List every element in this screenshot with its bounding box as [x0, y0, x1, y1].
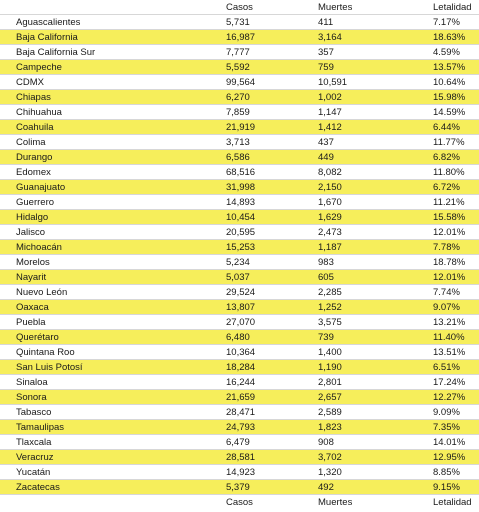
- deaths-cell: 1,190: [318, 362, 342, 373]
- rate-cell: 11.80%: [433, 167, 465, 178]
- cases-cell: 29,524: [226, 287, 256, 298]
- state-cell: San Luis Potosí: [16, 362, 83, 373]
- rate-cell: 11.40%: [433, 332, 465, 343]
- state-cell: Jalisco: [16, 227, 46, 238]
- deaths-cell: 1,629: [318, 212, 342, 223]
- cases-cell: 16,244: [226, 377, 256, 388]
- cases-cell: 7,777: [226, 47, 250, 58]
- deaths-cell: 1,252: [318, 302, 342, 313]
- cases-cell: 68,516: [226, 167, 256, 178]
- deaths-cell: 2,657: [318, 392, 342, 403]
- rate-cell: 8.85%: [433, 467, 460, 478]
- rate-cell: 13.57%: [433, 62, 466, 73]
- deaths-cell: 3,164: [318, 32, 342, 43]
- table-row: [0, 120, 479, 135]
- table-row: [0, 405, 479, 420]
- state-cell: Tamaulipas: [16, 422, 65, 433]
- cases-cell: 5,379: [226, 482, 250, 493]
- footer-cases: Casos: [226, 497, 253, 508]
- table-row: [0, 345, 479, 360]
- cases-cell: 6,586: [226, 152, 250, 163]
- table-row: [0, 285, 479, 300]
- rate-cell: 18.78%: [433, 257, 466, 268]
- table-row: [0, 480, 479, 495]
- table-row: [0, 180, 479, 195]
- cases-cell: 5,037: [226, 272, 250, 283]
- state-cell: Guanajuato: [16, 182, 66, 193]
- table-header-row: [0, 0, 479, 15]
- cases-cell: 13,807: [226, 302, 256, 313]
- rate-cell: 7.74%: [433, 287, 460, 298]
- cases-cell: 21,919: [226, 122, 256, 133]
- table-row: [0, 75, 479, 90]
- deaths-cell: 3,702: [318, 452, 342, 463]
- state-cell: Tabasco: [16, 407, 52, 418]
- deaths-cell: 2,589: [318, 407, 342, 418]
- cases-cell: 15,253: [226, 242, 256, 253]
- cases-cell: 24,793: [226, 422, 256, 433]
- rate-cell: 12.01%: [433, 227, 466, 238]
- state-cell: Nayarit: [16, 272, 47, 283]
- state-cell: Yucatán: [16, 467, 51, 478]
- table-row: [0, 330, 479, 345]
- deaths-cell: 3,575: [318, 317, 342, 328]
- deaths-cell: 2,473: [318, 227, 342, 238]
- state-cell: Edomex: [16, 167, 51, 178]
- state-cell: Morelos: [16, 257, 50, 268]
- table-row: [0, 135, 479, 150]
- table-row: [0, 420, 479, 435]
- rate-cell: 7.17%: [433, 17, 460, 28]
- rate-cell: 13.51%: [433, 347, 466, 358]
- cases-cell: 10,364: [226, 347, 256, 358]
- table-footer-row: [0, 495, 479, 510]
- table-row: [0, 435, 479, 450]
- rate-cell: 9.15%: [433, 482, 460, 493]
- rate-cell: 13.21%: [433, 317, 466, 328]
- footer-deaths: Muertes: [318, 497, 353, 508]
- rate-cell: 15.98%: [433, 92, 466, 103]
- cases-cell: 31,998: [226, 182, 256, 193]
- state-cell: Colima: [16, 137, 46, 148]
- state-cell: Aguascalientes: [16, 17, 81, 28]
- state-cell: Chihuahua: [16, 107, 62, 118]
- cases-cell: 6,479: [226, 437, 250, 448]
- table-row: [0, 375, 479, 390]
- rate-cell: 12.95%: [433, 452, 466, 463]
- deaths-cell: 605: [318, 272, 334, 283]
- rate-cell: 11.21%: [433, 197, 465, 208]
- deaths-cell: 759: [318, 62, 334, 73]
- cases-cell: 3,713: [226, 137, 250, 148]
- cases-cell: 6,270: [226, 92, 250, 103]
- header-deaths: Muertes: [318, 2, 353, 13]
- rate-cell: 9.07%: [433, 302, 460, 313]
- state-cell: Quintana Roo: [16, 347, 75, 358]
- state-cell: Querétaro: [16, 332, 59, 343]
- table-row: [0, 390, 479, 405]
- rate-cell: 7.78%: [433, 242, 460, 253]
- deaths-cell: 1,002: [318, 92, 342, 103]
- rate-cell: 9.09%: [433, 407, 460, 418]
- state-cell: Campeche: [16, 62, 62, 73]
- state-cell: Zacatecas: [16, 482, 60, 493]
- table-row: [0, 90, 479, 105]
- deaths-cell: 1,320: [318, 467, 342, 478]
- cases-cell: 18,284: [226, 362, 256, 373]
- state-cell: Baja California Sur: [16, 47, 96, 58]
- deaths-cell: 437: [318, 137, 334, 148]
- cases-cell: 5,731: [226, 17, 250, 28]
- deaths-cell: 983: [318, 257, 334, 268]
- table-row: [0, 60, 479, 75]
- deaths-cell: 2,285: [318, 287, 342, 298]
- table-body: [0, 15, 479, 495]
- table-row: [0, 225, 479, 240]
- cases-cell: 5,592: [226, 62, 250, 73]
- state-cell: Durango: [16, 152, 53, 163]
- cases-cell: 6,480: [226, 332, 250, 343]
- header-cases: Casos: [226, 2, 253, 13]
- rate-cell: 12.27%: [433, 392, 466, 403]
- state-cell: CDMX: [16, 77, 44, 88]
- state-cell: Nuevo León: [16, 287, 68, 298]
- state-cell: Baja California: [16, 32, 78, 43]
- deaths-cell: 908: [318, 437, 334, 448]
- rate-cell: 14.59%: [433, 107, 466, 118]
- cases-cell: 28,471: [226, 407, 256, 418]
- table-row: [0, 360, 479, 375]
- state-cell: Coahuila: [16, 122, 54, 133]
- table-row: [0, 105, 479, 120]
- cases-cell: 99,564: [226, 77, 256, 88]
- deaths-cell: 1,823: [318, 422, 342, 433]
- cases-cell: 27,070: [226, 317, 256, 328]
- cases-cell: 20,595: [226, 227, 256, 238]
- table-row: [0, 30, 479, 45]
- cases-cell: 10,454: [226, 212, 256, 223]
- state-cell: Sinaloa: [16, 377, 48, 388]
- table-row: [0, 270, 479, 285]
- state-cell: Guerrero: [16, 197, 55, 208]
- deaths-cell: 10,591: [318, 77, 348, 88]
- table-row: [0, 15, 479, 30]
- cases-cell: 5,234: [226, 257, 250, 268]
- deaths-cell: 1,187: [318, 242, 342, 253]
- rate-cell: 10.64%: [433, 77, 466, 88]
- rate-cell: 12.01%: [433, 272, 466, 283]
- table-row: [0, 465, 479, 480]
- cases-cell: 7,859: [226, 107, 250, 118]
- header-rate: Letalidad: [433, 2, 472, 13]
- state-cell: Puebla: [16, 317, 46, 328]
- table-row: [0, 240, 479, 255]
- rate-cell: 7.35%: [433, 422, 460, 433]
- state-cell: Hidalgo: [16, 212, 49, 223]
- state-cell: Michoacán: [16, 242, 62, 253]
- state-cell: Sonora: [16, 392, 47, 403]
- table-row: [0, 450, 479, 465]
- deaths-cell: 449: [318, 152, 334, 163]
- cases-cell: 28,581: [226, 452, 256, 463]
- footer-rate: Letalidad: [433, 497, 472, 508]
- table-row: [0, 315, 479, 330]
- deaths-cell: 357: [318, 47, 334, 58]
- cases-cell: 14,893: [226, 197, 256, 208]
- cases-cell: 14,923: [226, 467, 256, 478]
- cases-cell: 21,659: [226, 392, 256, 403]
- deaths-cell: 492: [318, 482, 334, 493]
- deaths-cell: 2,801: [318, 377, 342, 388]
- table-row: [0, 150, 479, 165]
- cases-cell: 16,987: [226, 32, 256, 43]
- table-row: [0, 300, 479, 315]
- deaths-cell: 739: [318, 332, 334, 343]
- rate-cell: 4.59%: [433, 47, 460, 58]
- state-cell: Chiapas: [16, 92, 51, 103]
- rate-cell: 11.77%: [433, 137, 465, 148]
- table-row: [0, 45, 479, 60]
- rate-cell: 6.51%: [433, 362, 460, 373]
- table-row: [0, 195, 479, 210]
- rate-cell: 6.44%: [433, 122, 460, 133]
- deaths-cell: 1,147: [318, 107, 342, 118]
- deaths-cell: 411: [318, 17, 334, 28]
- rate-cell: 17.24%: [433, 377, 466, 388]
- state-cell: Veracruz: [16, 452, 54, 463]
- state-cell: Oaxaca: [16, 302, 49, 313]
- table-row: [0, 255, 479, 270]
- deaths-cell: 2,150: [318, 182, 342, 193]
- rate-cell: 14.01%: [433, 437, 466, 448]
- rate-cell: 6.82%: [433, 152, 460, 163]
- deaths-cell: 1,412: [318, 122, 342, 133]
- rate-cell: 6.72%: [433, 182, 460, 193]
- table-row: [0, 165, 479, 180]
- state-cell: Tlaxcala: [16, 437, 52, 448]
- deaths-cell: 8,082: [318, 167, 342, 178]
- rate-cell: 18.63%: [433, 32, 466, 43]
- deaths-cell: 1,400: [318, 347, 342, 358]
- deaths-cell: 1,670: [318, 197, 342, 208]
- table-row: [0, 210, 479, 225]
- rate-cell: 15.58%: [433, 212, 466, 223]
